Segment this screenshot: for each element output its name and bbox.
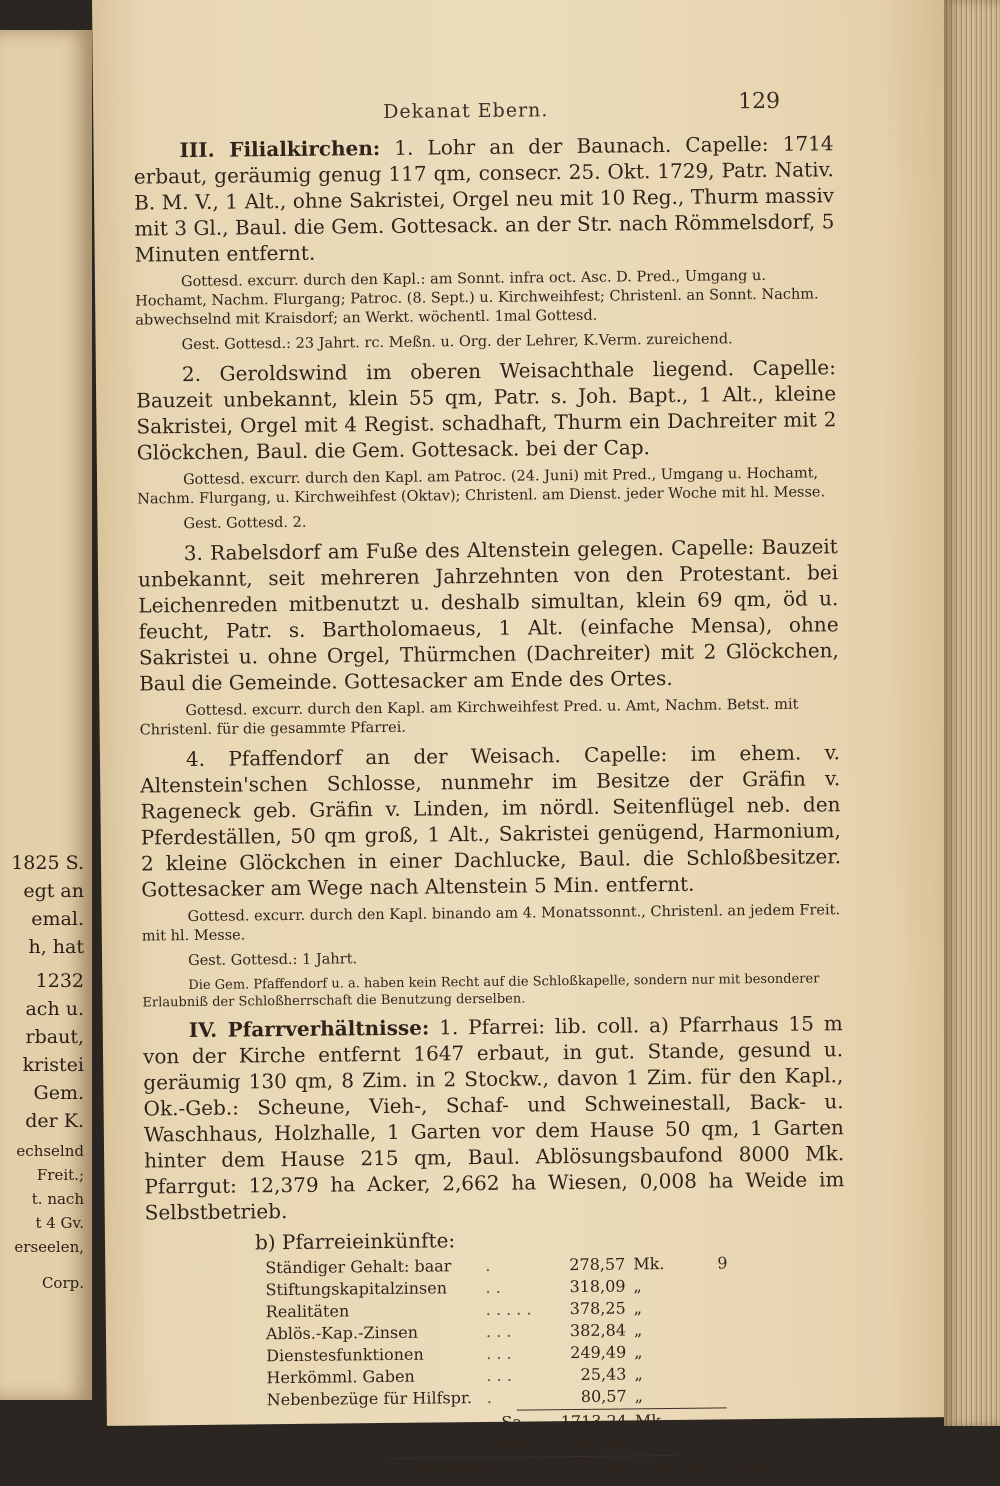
page-number: 129: [737, 88, 781, 115]
income-amount: 25,43: [580, 1363, 627, 1384]
net-unit: Mk. (34 Mk. n. Stift.): [605, 1456, 788, 1479]
income-dots: . . .: [485, 1321, 512, 1341]
pfarr-heading: IV. Pfarrverhältnisse:: [188, 1015, 430, 1043]
income-label: Realitäten: [265, 1300, 350, 1321]
income-unit: „: [634, 1363, 643, 1383]
left-fragment: echselnd: [16, 1142, 84, 1160]
income-unit: „: [633, 1319, 643, 1339]
left-fragment: erseelen,: [14, 1238, 84, 1256]
income-amount: 249,49: [570, 1341, 627, 1362]
income-label: Ablös.-Kap.-Zinsen: [265, 1322, 419, 1343]
filial-paragraph: [133, 130, 834, 267]
page-body: [133, 130, 847, 1485]
income-amount: 80,57: [580, 1385, 627, 1406]
lasten-amount: 993,95: [571, 1432, 628, 1453]
rabelsdorf-note: Gottesd. excurr. durch den Kapl. am Kirchweihfest Pred. u. Amt, Nachm. Betst. mit Christenl. für die gesammte Pfarrei.: [139, 696, 799, 739]
lasten-unit: „: [635, 1432, 644, 1452]
income-unit: „: [634, 1385, 644, 1405]
pfarr-text: 1. Pfarrei: lib. coll. a) Pfarrhaus 15 m von der Kirche entfernt 1647 erbaut, in gut. Stande, gesund u. geräumig 130 qm, 8 Zim. in 2 Stockw., davon 1 Zim. für den Kapl., Ok.-Geb.: Scheune, Vieh-, Schaf- und Schweinestall, Back- u. Waschhaus, Holzhalle, 1 Garten vor dem Hause 50 qm, 1 Garten hinter dem Hause 215 qm, Baul. Ablösungsbaufond 8000 Mk. Pfarrgut: 12,379 ha Acker, 2,662 ha Wiesen, 0,008 ha Weide im Selbstbetrieb.: [142, 1011, 845, 1225]
income-unit: Mk.: [633, 1253, 665, 1273]
lohr-note-1: Gottesd. excurr. durch den Kapl.: am Sonnt. infra oct. Asc. D. Pred., Umgang u. Hochamt, Nachm. Flurgang; Patroc. (8. Sept.) u. Kirchweihfest; Christenl. an Sonnt. Nachm. abwechselnd mit Kraisdorf; an Werkt. wöchentl. 1mal Gottesd.: [135, 267, 819, 329]
left-fragment: ach u.: [25, 998, 84, 1020]
sum-unit: Mk.: [634, 1410, 667, 1430]
income-title: b) Pfarreieinkünfte:: [254, 1228, 456, 1255]
lasten-label: Lasten: [472, 1434, 528, 1454]
lasten-row: [267, 1430, 787, 1457]
sum-amount: 1713,24: [560, 1410, 628, 1431]
income-dots: .: [486, 1387, 492, 1407]
income-unit: „: [633, 1275, 642, 1295]
left-fragment: emal.: [31, 908, 84, 930]
income-table: [254, 1225, 788, 1484]
income-unit: „: [633, 1297, 643, 1317]
table-row: [267, 1383, 787, 1410]
income-dots: . . .: [486, 1365, 512, 1385]
income-label: Herkömml. Gaben: [266, 1366, 415, 1387]
signature-mark: 9: [717, 1253, 728, 1273]
pfarr-paragraph: [143, 1010, 845, 1225]
income-amount: 278,57: [569, 1253, 626, 1274]
income-dots: . . .: [486, 1343, 512, 1363]
filial-text: 1. Lohr an der Baunach. Capelle: 1714 erbaut, geräumig genug 117 qm, consecr. 25. Okt. 1729, Patr. Nativ. B. M. V., 1 Alt., ohne Sakristei, Orgel neu mit 10 Reg., Thurm massiv mit 3 Gl., Baul. die Gem. Gottesack. an der Str. nach Römmelsdorf, 5 Minuten entfernt.: [133, 131, 835, 267]
left-fragment: der K.: [25, 1110, 84, 1132]
left-fragment: h, hat: [28, 936, 84, 958]
left-fragment: egt an: [23, 880, 84, 902]
left-fragment: 1232: [35, 970, 84, 992]
running-header: Dekanat Ebern.: [383, 99, 549, 123]
left-fragment: Corp.: [41, 1274, 84, 1292]
left-fragment: Freit.;: [36, 1166, 84, 1184]
left-fragment: 1825 S.: [11, 852, 84, 874]
income-label: Ständiger Gehalt: baar: [265, 1255, 452, 1277]
income-amount: 382,84: [569, 1319, 627, 1340]
left-fragment: t 4 Gv.: [35, 1214, 84, 1232]
income-amount: 378,25: [569, 1297, 626, 1318]
net-row: [267, 1455, 787, 1484]
pfaffendorf-note-2: Gest. Gottesd.: 1 Jahrt.: [187, 951, 358, 970]
net-label: Reinertrag: [411, 1459, 505, 1481]
pfaffendorf-paragraph: 4. Pfaffendorf an der Weisach. Capelle: im ehem. v. Altenstein'schen Schlosse, nunmehr im Besitze der Gräfin v. Rageneck geb. Gräfin v. Linden, im nördl. Seitenflügel neb. den Pferdeställen, 50 qm groß, 1 Alt., Sakristei genügend, Harmonium, 2 kleine Glöckchen in einer Dachlucke, Baul. die Schloßbesitzer. Gottesacker am Wege nach Altenstein 5 Min. entfernt.: [140, 740, 842, 902]
left-fragment: kristei: [22, 1054, 84, 1076]
income-dots: . . . . .: [485, 1298, 532, 1319]
income-amount: 318,09: [569, 1275, 626, 1296]
pfaffendorf-note-1: Gottesd. excurr. durch den Kapl. binando am 4. Monatssonnt., Christenl. an jedem Freit. mit hl. Messe.: [141, 902, 841, 945]
left-fragment: t. nach: [31, 1190, 84, 1208]
income-unit: „: [634, 1341, 643, 1361]
pfaffendorf-note-3: Die Gem. Pfaffendorf u. a. haben kein Recht auf die Schloßkapelle, sondern nur mit besonderer Erlaubniß der Schloßherrschaft die Benutzung derselben.: [142, 971, 820, 1011]
lohr-note-2: Gest. Gottesd.: 23 Jahrt. rc. Meßn. u. Org. der Lehrer, K.Verm. zureichend.: [181, 331, 733, 354]
net-amount: 719,29: [538, 1458, 598, 1480]
gereuth-note-2: Gest. Gottesd. 2.: [183, 514, 307, 533]
left-page: [0, 30, 92, 1400]
left-fragment: Gem.: [33, 1082, 84, 1104]
income-label: Stiftungskapitalzinsen: [265, 1277, 448, 1299]
gereuth-note-1: Gottesd. excurr. durch den Kapl. am Patroc. (24. Juni) mit Pred., Umgang u. Hochamt, Nachm. Flurgang, u. Kirchweihfest (Oktav); Christenl. am Dienst. jeder Woche mit hl. Messe.: [137, 465, 826, 508]
right-page: [92, 0, 959, 1481]
income-dots: .: [485, 1255, 491, 1275]
gereuth-paragraph: 2. Geroldswind im oberen Weisachthale liegend. Capelle: Bauzeit unbekannt, klein 55 qm, Patr. s. Joh. Bapt., 1 Alt., kleine Sakristei, Orgel mit 4 Regist. schadhaft, Thurm ein Dachreiter mit 2 Glöckchen, Baul. die Gem. Gottesack. bei der Cap.: [136, 355, 837, 465]
left-fragment: rbaut,: [25, 1026, 84, 1048]
income-label: Nebenbezüge für Hilfspr.: [266, 1387, 472, 1409]
page-edges: [944, 0, 1000, 1426]
income-dots: . .: [485, 1277, 501, 1297]
filial-heading: III. Filialkirchen:: [179, 135, 381, 163]
income-label: Dienstesfunktionen: [266, 1344, 424, 1365]
sum-label: Sa.: [501, 1412, 528, 1432]
rabelsdorf-paragraph: 3. Rabelsdorf am Fuße des Altenstein gelegen. Capelle: Bauzeit unbekannt, seit mehreren Jahrzehnten von den Protestant. bei Leichenreden mitbenutzt u. deshalb simultan, klein 69 qm, öd u. feucht, Patr. s. Bartholomaeus, 1 Alt. (einfache Mensa), ohne Sakristei u. ohne Orgel, Thürmchen (Dachreiter) mit 2 Glöckchen, Baul die Gemeinde. Gottesacker am Ende des Ortes.: [137, 534, 839, 696]
